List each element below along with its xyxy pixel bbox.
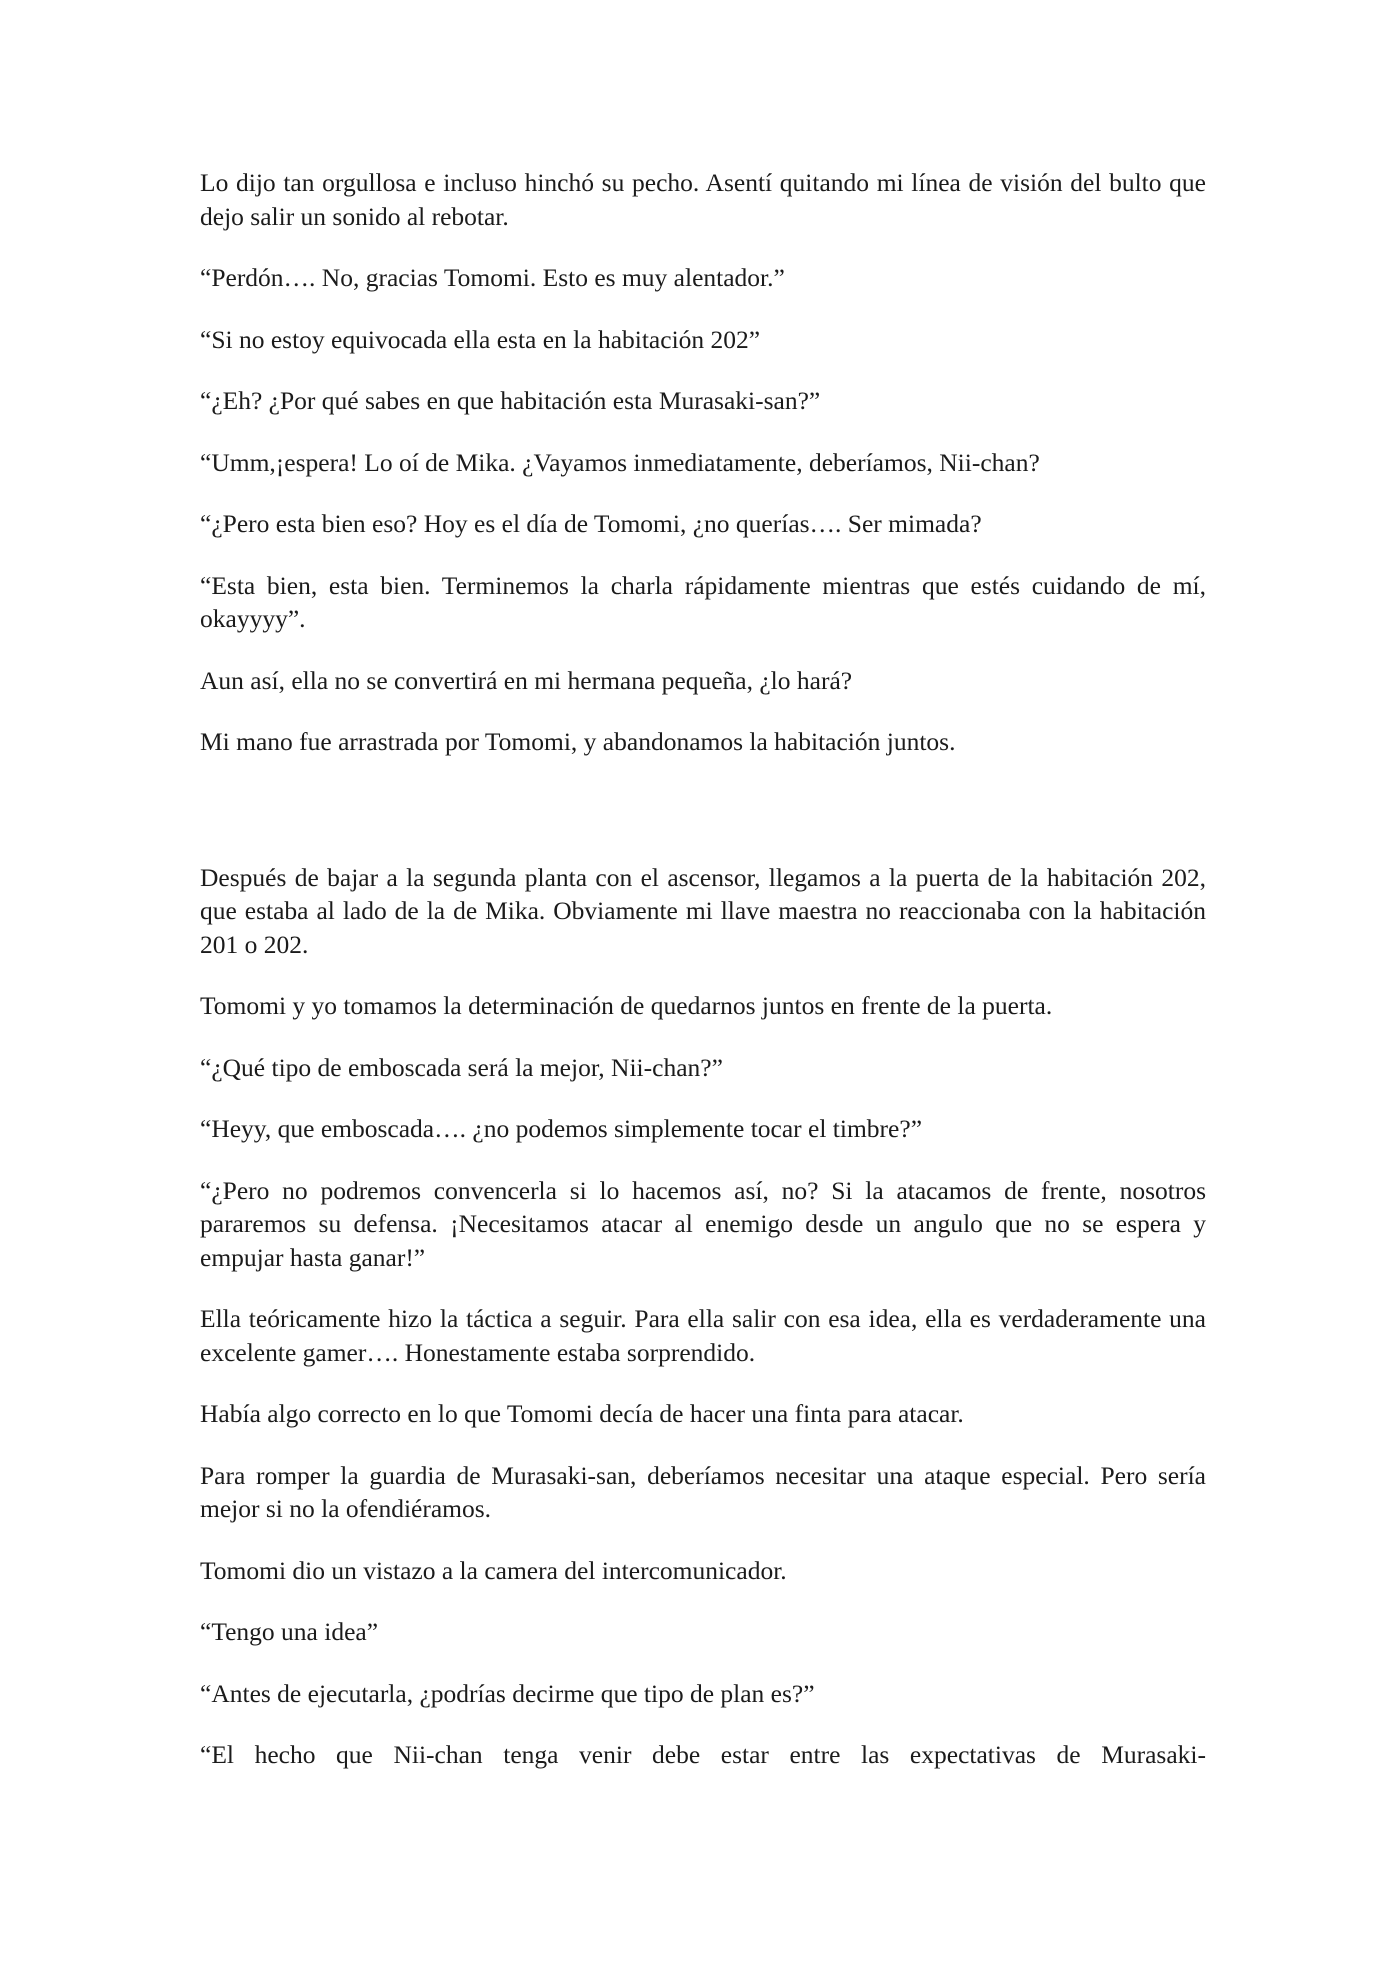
text-section-1 — [200, 166, 1206, 759]
paragraph: “Si no estoy equivocada ella esta en la habitación 202” — [200, 324, 761, 354]
paragraph: “¿Pero esta bien eso? Hoy es el día de Tomomi, ¿no querías…. Ser mimada? — [200, 509, 982, 538]
paragraph: “¿Eh? ¿Por qué sabes en que habitación esta Murasaki-san?” — [200, 386, 821, 415]
paragraph-continued: “El hecho que Nii-chan tenga venir debe estar entre las expectativas de Murasaki- — [200, 1740, 1206, 1769]
paragraph: “Perdón…. No, gracias Tomomi. Esto es muy alentador.” — [200, 263, 785, 292]
paragraph: “Umm,¡espera! Lo oí de Mika. ¿Vayamos inmediatamente, deberíamos, Nii-chan? — [200, 447, 1040, 477]
paragraph: Había algo correcto en lo que Tomomi decía de hacer una finta para atacar. — [200, 1399, 964, 1428]
paragraph: “Tengo una idea” — [200, 1617, 379, 1646]
paragraph: “Heyy, que emboscada…. ¿no podemos simplemente tocar el timbre?” — [200, 1114, 923, 1143]
paragraph: Lo dijo tan orgullosa e incluso hinchó su pecho. Asentí quitando mi línea de visión del bulto que dejo salir un sonido al rebotar. — [200, 168, 1206, 231]
paragraph: “Esta bien, esta bien. Terminemos la charla rápidamente mientras que estés cuidando de mí, okayyyy”. — [200, 570, 1206, 633]
paragraph: “¿Pero no podremos convencerla si lo hacemos así, no? Si la atacamos de frente, nosotros pararemos su defensa. ¡Necesitamos atacar al enemigo desde un angulo que no se espera y empujar hasta ganar!” — [200, 1175, 1206, 1272]
paragraph: “¿Qué tipo de emboscada será la mejor, Nii-chan?” — [200, 1052, 723, 1082]
paragraph: “Antes de ejecutarla, ¿podrías decirme que tipo de plan es?” — [200, 1678, 815, 1708]
paragraph: Tomomi y yo tomamos la determinación de quedarnos juntos en frente de la puerta. — [200, 991, 1053, 1020]
text-section-2 — [200, 861, 1206, 1772]
paragraph: Aun así, ella no se convertirá en mi hermana pequeña, ¿lo hará? — [200, 665, 853, 695]
paragraph: Ella teóricamente hizo la táctica a seguir. Para ella salir con esa idea, ella es verdaderamente una excelente gamer…. Honestamente estaba sorprendido. — [200, 1304, 1206, 1367]
paragraph: Mi mano fue arrastrada por Tomomi, y abandonamos la habitación juntos. — [200, 727, 956, 756]
paragraph: Tomomi dio un vistazo a la camera del intercomunicador. — [200, 1555, 787, 1585]
paragraph: Para romper la guardia de Murasaki-san, deberíamos necesitar una ataque especial. Pero sería mejor si no la ofendiéramos. — [200, 1460, 1206, 1523]
document-page — [200, 166, 1206, 1800]
paragraph: Después de bajar a la segunda planta con el ascensor, llegamos a la puerta de la habitación 202, que estaba al lado de la de Mika. Obviamente mi llave maestra no reaccionaba con la habitación 201 o 202. — [200, 862, 1206, 959]
scene-break — [200, 787, 1206, 861]
